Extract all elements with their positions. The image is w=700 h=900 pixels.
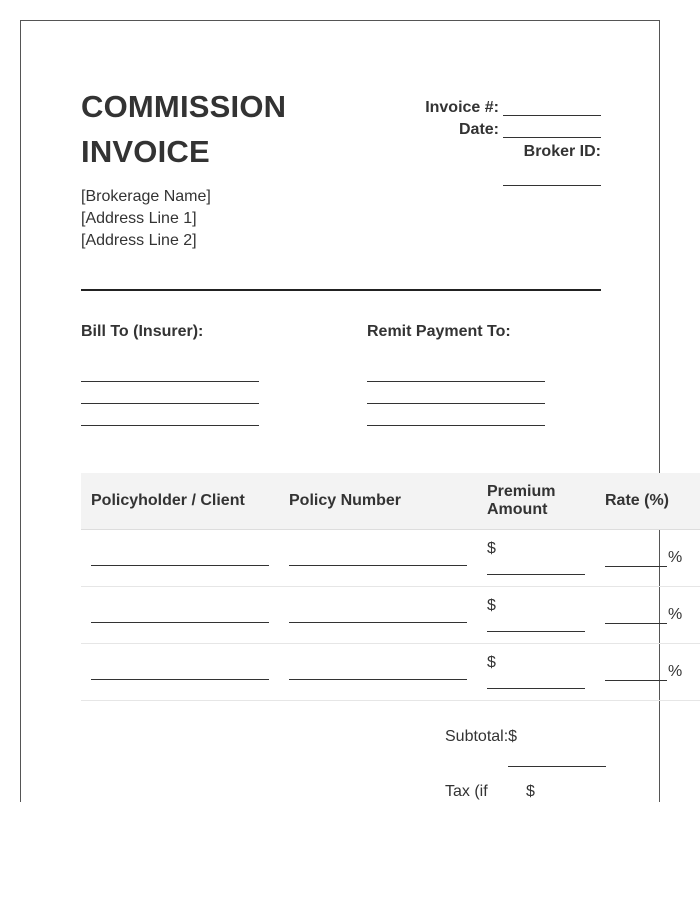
policy-cell[interactable] bbox=[279, 586, 477, 643]
policy-cell[interactable] bbox=[279, 643, 477, 700]
remit-to-section bbox=[367, 322, 547, 426]
invoice-number-row bbox=[425, 97, 601, 119]
table-row bbox=[81, 529, 700, 586]
bill-to-line-1[interactable] bbox=[81, 360, 259, 382]
commission-table bbox=[81, 473, 700, 701]
invoice-meta bbox=[425, 97, 601, 186]
bill-to-heading: Bill To (Insurer): bbox=[81, 323, 204, 340]
client-cell[interactable] bbox=[81, 586, 279, 643]
premium-field[interactable] bbox=[487, 688, 585, 689]
client-cell[interactable] bbox=[81, 643, 279, 700]
header-premium: Premium Amount bbox=[477, 473, 595, 529]
tax-currency: $ bbox=[526, 783, 535, 800]
title-line-2: INVOICE bbox=[81, 134, 210, 169]
title-line-1: COMMISSION bbox=[81, 89, 287, 124]
rate-cell[interactable] bbox=[595, 643, 700, 700]
address-line-1: [Address Line 1] bbox=[81, 210, 197, 227]
client-cell[interactable] bbox=[81, 529, 279, 586]
table-header-row bbox=[81, 473, 700, 529]
remit-to-heading: Remit Payment To: bbox=[367, 323, 511, 340]
remit-to-line-1[interactable] bbox=[367, 360, 545, 382]
rate-field[interactable] bbox=[605, 680, 667, 681]
percent-symbol: % bbox=[668, 605, 683, 623]
date-field[interactable] bbox=[503, 121, 601, 138]
brokerage-name: [Brokerage Name] bbox=[81, 188, 211, 205]
rate-cell[interactable] bbox=[595, 529, 700, 586]
subtotal-label bbox=[445, 728, 517, 746]
address-line-2: [Address Line 2] bbox=[81, 232, 197, 249]
policy-field[interactable] bbox=[289, 565, 467, 566]
client-field[interactable] bbox=[91, 622, 269, 623]
policy-cell[interactable] bbox=[279, 529, 477, 586]
table-row bbox=[81, 643, 700, 700]
commission-table-wrap bbox=[81, 473, 700, 701]
bill-to-section bbox=[81, 322, 261, 426]
client-field[interactable] bbox=[91, 679, 269, 680]
percent-symbol: % bbox=[668, 548, 683, 566]
table-row bbox=[81, 586, 700, 643]
subtotal-currency: $ bbox=[508, 728, 518, 745]
bill-to-line-2[interactable] bbox=[81, 382, 259, 404]
premium-cell[interactable] bbox=[477, 643, 595, 700]
brokerage-address bbox=[81, 186, 211, 252]
header-policy: Policy Number bbox=[279, 473, 477, 529]
invoice-number-label: Invoice #: bbox=[425, 99, 499, 116]
rate-field[interactable] bbox=[605, 623, 667, 624]
client-field[interactable] bbox=[91, 565, 269, 566]
broker-id-field[interactable] bbox=[503, 163, 601, 186]
percent-symbol: % bbox=[668, 662, 683, 680]
date-label: Date: bbox=[458, 121, 499, 138]
remit-to-line-3[interactable] bbox=[367, 404, 545, 426]
premium-cell[interactable] bbox=[477, 586, 595, 643]
header-client: Policyholder / Client bbox=[81, 473, 279, 529]
subtotal-field[interactable] bbox=[508, 766, 606, 767]
currency-symbol: $ bbox=[487, 653, 496, 671]
policy-field[interactable] bbox=[289, 622, 467, 623]
header-rate: Rate (%) bbox=[595, 473, 700, 529]
premium-field[interactable] bbox=[487, 574, 585, 575]
bill-to-line-3[interactable] bbox=[81, 404, 259, 426]
premium-field[interactable] bbox=[487, 631, 585, 632]
policy-field[interactable] bbox=[289, 679, 467, 680]
rate-field[interactable] bbox=[605, 566, 667, 567]
broker-id-label: Broker ID: bbox=[523, 143, 601, 160]
tax-label: Tax (if bbox=[445, 783, 488, 800]
remit-to-line-2[interactable] bbox=[367, 382, 545, 404]
rate-cell[interactable] bbox=[595, 586, 700, 643]
currency-symbol: $ bbox=[487, 539, 496, 557]
currency-symbol: $ bbox=[487, 596, 496, 614]
subtotal-text: Subtotal: bbox=[445, 728, 509, 745]
invoice-number-field[interactable] bbox=[503, 99, 601, 116]
broker-id-row bbox=[425, 141, 601, 163]
invoice-title bbox=[81, 84, 286, 174]
date-row bbox=[425, 119, 601, 141]
premium-cell[interactable] bbox=[477, 529, 595, 586]
header-divider bbox=[81, 289, 601, 291]
